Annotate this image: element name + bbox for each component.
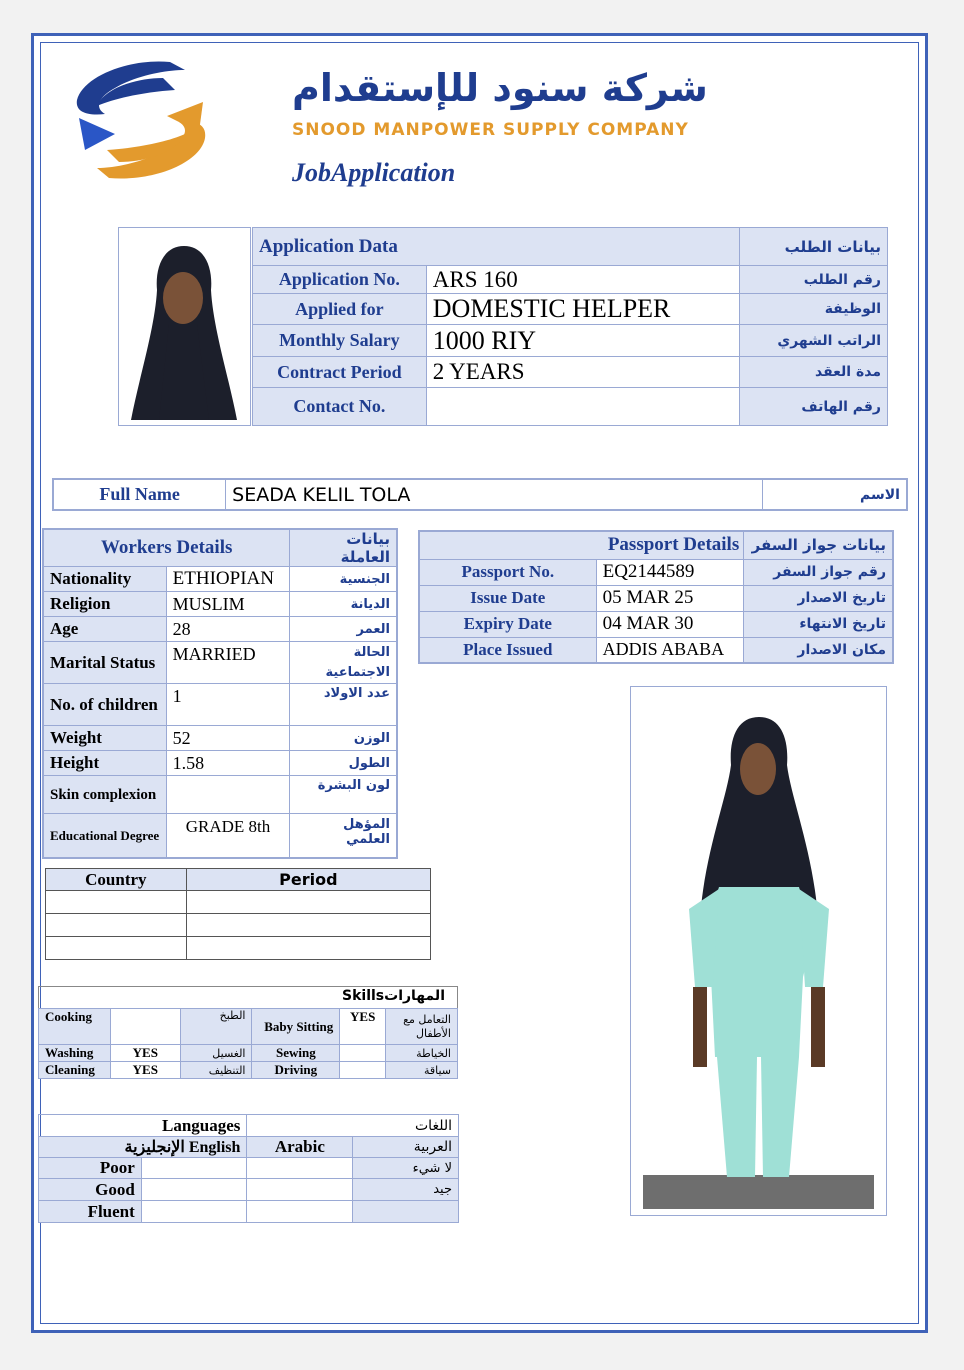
level-fluent-label-ar xyxy=(353,1201,459,1223)
issue-date-value: 05 MAR 25 xyxy=(596,585,744,611)
skill-cooking-label: Cooking xyxy=(39,1009,111,1045)
height-label-ar: الطول xyxy=(290,751,397,776)
age-label-ar: العمر xyxy=(290,617,397,642)
passport-no-value: EQ2144589 xyxy=(596,559,744,585)
children-value: 1 xyxy=(166,684,290,726)
document-title: JobApplication xyxy=(292,158,456,187)
skin-complexion-label-ar: لون البشرة xyxy=(290,776,397,814)
age-label: Age xyxy=(43,617,166,642)
religion-label: Religion xyxy=(43,592,166,617)
children-label: No. of children xyxy=(43,684,166,726)
weight-label: Weight xyxy=(43,726,166,751)
company-logo xyxy=(75,58,207,182)
skills-header: المهاراتSkills xyxy=(342,988,445,1004)
contract-period-value: 2 YEARS xyxy=(426,357,739,388)
workers-details-table xyxy=(42,528,398,859)
period-header: Period xyxy=(186,869,430,891)
application-header-ar: بيانات الطلب xyxy=(740,228,888,266)
children-label-ar: عدد الاولاد xyxy=(290,684,397,726)
religion-value: MUSLIM xyxy=(166,592,290,617)
place-issued-value: ADDIS ABABA xyxy=(596,637,744,663)
full-name-table xyxy=(52,478,908,511)
skill-washing-label: Washing xyxy=(39,1045,111,1062)
company-name-english: SNOOD MANPOWER SUPPLY COMPANY xyxy=(292,120,689,140)
languages-header-ar: اللغات xyxy=(247,1115,459,1137)
education-value: GRADE 8th xyxy=(166,814,290,858)
applied-for-label-ar: الوظيفة xyxy=(740,294,888,325)
experience-country-cell xyxy=(46,914,187,937)
arabic-header: Arabic xyxy=(247,1137,353,1158)
skill-sewing-label-ar: الخياطة xyxy=(386,1045,458,1062)
passport-no-label: Passport No. xyxy=(419,559,596,585)
skin-complexion-value xyxy=(166,776,290,814)
experience-country-cell xyxy=(46,891,187,914)
skill-washing-label-ar: الغسيل xyxy=(180,1045,252,1062)
place-issued-label-ar: مكان الاصدار xyxy=(744,637,893,663)
skill-washing-value: YES xyxy=(110,1045,180,1062)
issue-date-label-ar: تاريخ الاصدار xyxy=(744,585,893,611)
english-header: الإنجليزية English xyxy=(39,1137,247,1158)
skills-header-bar xyxy=(38,986,458,1008)
nationality-value: ETHIOPIAN xyxy=(166,567,290,592)
level-good-label-ar: جيد xyxy=(353,1179,459,1201)
contact-no-value xyxy=(426,388,739,426)
monthly-salary-label-ar: الراتب الشهري xyxy=(740,325,888,357)
application-no-value: ARS 160 xyxy=(426,266,739,294)
applied-for-value: DOMESTIC HELPER xyxy=(426,294,739,325)
nationality-label: Nationality xyxy=(43,567,166,592)
applied-for-label: Applied for xyxy=(253,294,427,325)
portrait-figure xyxy=(119,228,250,425)
arabic-header-ar: العربية xyxy=(353,1137,459,1158)
full-name-label-ar: الاسم xyxy=(762,479,907,510)
monthly-salary-label: Monthly Salary xyxy=(253,325,427,357)
height-label: Height xyxy=(43,751,166,776)
portrait-photo xyxy=(118,227,251,426)
skill-sewing-value xyxy=(340,1045,386,1062)
full-name-value: SEADA KELIL TOLA xyxy=(226,479,763,510)
level-good-arabic xyxy=(247,1179,353,1201)
skill-driving-label: Driving xyxy=(252,1062,340,1079)
level-good-label: Good xyxy=(39,1179,142,1201)
passport-no-label-ar: رقم جواز السفر xyxy=(744,559,893,585)
workers-header-ar: بيانات العاملة xyxy=(290,529,397,567)
level-fluent-label: Fluent xyxy=(39,1201,142,1223)
skills-table xyxy=(38,1008,458,1079)
issue-date-label: Issue Date xyxy=(419,585,596,611)
contact-no-label: Contact No. xyxy=(253,388,427,426)
full-body-photo xyxy=(630,686,887,1216)
full-name-label: Full Name xyxy=(53,479,226,510)
languages-table xyxy=(38,1114,459,1223)
workers-header-en: Workers Details xyxy=(43,529,290,567)
marital-status-label-ar: الحالة الاجتماعية xyxy=(290,642,397,684)
contract-period-label: Contract Period xyxy=(253,357,427,388)
skill-baby-sitting-label-ar: التعامل مع الأطفال xyxy=(386,1009,458,1045)
skill-baby-sitting-label: Baby Sitting xyxy=(252,1009,340,1045)
full-body-figure xyxy=(631,687,886,1215)
weight-label-ar: الوزن xyxy=(290,726,397,751)
monthly-salary-value: 1000 RIY xyxy=(426,325,739,357)
skill-cleaning-label-ar: التنظيف xyxy=(180,1062,252,1079)
weight-value: 52 xyxy=(166,726,290,751)
skill-driving-value xyxy=(340,1062,386,1079)
level-good-english xyxy=(141,1179,247,1201)
country-header: Country xyxy=(46,869,187,891)
experience-period-cell xyxy=(186,914,430,937)
height-value: 1.58 xyxy=(166,751,290,776)
level-fluent-english xyxy=(141,1201,247,1223)
company-name-arabic: شركة سنود للإستقدام xyxy=(292,66,708,110)
level-poor-label-ar: لا شيء xyxy=(353,1158,459,1179)
marital-status-value: MARRIED xyxy=(166,642,290,684)
skill-cooking-value xyxy=(110,1009,180,1045)
level-fluent-arabic xyxy=(247,1201,353,1223)
age-value: 28 xyxy=(166,617,290,642)
application-data-table xyxy=(252,227,888,426)
contract-period-label-ar: مدة العقد xyxy=(740,357,888,388)
experience-country-cell xyxy=(46,937,187,960)
skin-complexion-label: Skin complexion xyxy=(43,776,166,814)
expiry-date-value: 04 MAR 30 xyxy=(596,611,744,637)
skill-driving-label-ar: سياقة xyxy=(386,1062,458,1079)
religion-label-ar: الديانة xyxy=(290,592,397,617)
passport-header-ar: بيانات جواز السفر xyxy=(744,531,893,559)
marital-status-label: Marital Status xyxy=(43,642,166,684)
education-label: Educational Degree xyxy=(43,814,166,858)
passport-header-en: Passport Details xyxy=(419,531,744,559)
level-poor-label: Poor xyxy=(39,1158,142,1179)
skill-cleaning-value: YES xyxy=(110,1062,180,1079)
experience-period-cell xyxy=(186,891,430,914)
nationality-label-ar: الجنسية xyxy=(290,567,397,592)
skill-baby-sitting-value: YES xyxy=(340,1009,386,1045)
application-no-label: Application No. xyxy=(253,266,427,294)
experience-table xyxy=(45,868,431,960)
experience-period-cell xyxy=(186,937,430,960)
expiry-date-label-ar: تاريخ الانتهاء xyxy=(744,611,893,637)
level-poor-arabic xyxy=(247,1158,353,1179)
application-no-label-ar: رقم الطلب xyxy=(740,266,888,294)
passport-details-table xyxy=(418,530,894,664)
education-label-ar: المؤهل العلمي xyxy=(290,814,397,858)
expiry-date-label: Expiry Date xyxy=(419,611,596,637)
level-poor-english xyxy=(141,1158,247,1179)
contact-no-label-ar: رقم الهاتف xyxy=(740,388,888,426)
place-issued-label: Place Issued xyxy=(419,637,596,663)
skill-sewing-label: Sewing xyxy=(252,1045,340,1062)
languages-header-en: Languages xyxy=(39,1115,247,1137)
skill-cleaning-label: Cleaning xyxy=(39,1062,111,1079)
application-header-en: Application Data xyxy=(253,228,740,266)
skill-cooking-label-ar: الطبخ xyxy=(180,1009,252,1045)
